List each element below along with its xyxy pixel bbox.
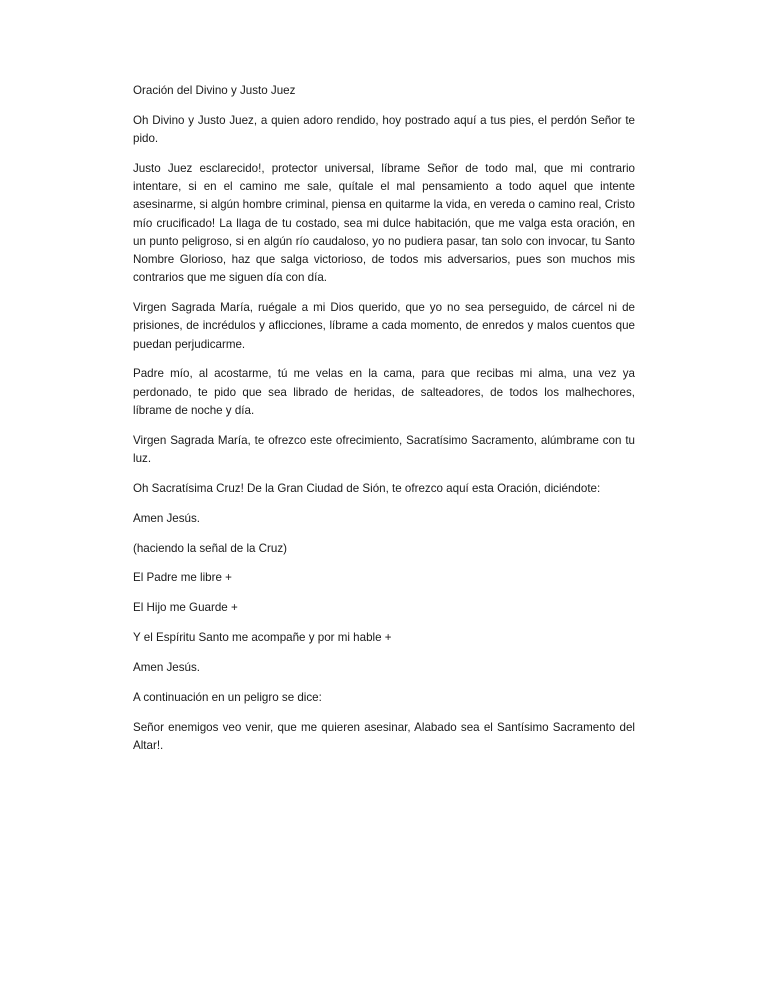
paragraph-justo-juez: Justo Juez esclarecido!, protector universal, líbrame Señor de todo mal, que mi contrario intentare, si en el camino me sale, quítale el mal pensamiento a todo aquel que intente asesinarme, si algún hombre criminal, piensa en quitarme la vida, en vereda o camino real, Cristo mío crucificado! La llaga de tu costado, sea mi dulce habitación, que me valga esta oración, en un punto peligroso, si en algún río caudaloso, yo no pudiera pasar, tan solo con invocar, tu Santo Nombre Glorioso, haz que salga victorioso, de todos mis adversarios, pues son muchos mis contrarios que me siguen día con día. xyxy=(133,161,635,285)
paragraph-virgen-2: Virgen Sagrada María, te ofrezco este ofrecimiento, Sacratísimo Sacramento, alúmbrame con tu luz. xyxy=(133,433,635,465)
paragraph-espiritu-santo: Y el Espíritu Santo me acompañe y por mi hable + xyxy=(133,631,392,645)
paragraph-virgen-1: Virgen Sagrada María, ruégale a mi Dios querido, que yo no sea perseguido, de cárcel ni de prisiones, de incrédulos y aflicciones, líbrame a cada momento, de enredos y malos cuentos que puedan perjudicarme. xyxy=(133,301,635,351)
paragraph-continuacion: A continuación en un peligro se dice: xyxy=(133,691,322,705)
paragraph-intro: Oh Divino y Justo Juez, a quien adoro rendido, hoy postrado aquí a tus pies, el perdón Señor te pido. xyxy=(133,113,635,146)
document-title: Oración del Divino y Justo Juez xyxy=(133,84,296,97)
paragraph-amen-2: Amen Jesús. xyxy=(133,661,201,675)
paragraph-hijo-guarde: El Hijo me Guarde + xyxy=(133,601,238,615)
paragraph-padre-mio: Padre mío, al acostarme, tú me velas en la cama, para que recibas mi alma, una vez ya perdonado, te pido que sea librado de heridas, de salteadores, de todos los malhechores, líbrame de noche y día. xyxy=(133,367,635,417)
paragraph-senal-cruz: (haciendo la señal de la Cruz) xyxy=(133,541,288,555)
paragraph-sacratisima-cruz: Oh Sacratísima Cruz! De la Gran Ciudad de Sión, te ofrezco aquí esta Oración, diciéndote: xyxy=(133,481,601,495)
paragraph-amen-1: Amen Jesús. xyxy=(133,511,201,525)
paragraph-padre-libre: El Padre me libre + xyxy=(133,571,232,585)
document-body xyxy=(133,82,635,767)
paragraph-senor-enemigos: Señor enemigos veo venir, que me quieren asesinar, Alabado sea el Santísimo Sacramento del Altar!. xyxy=(133,720,635,753)
